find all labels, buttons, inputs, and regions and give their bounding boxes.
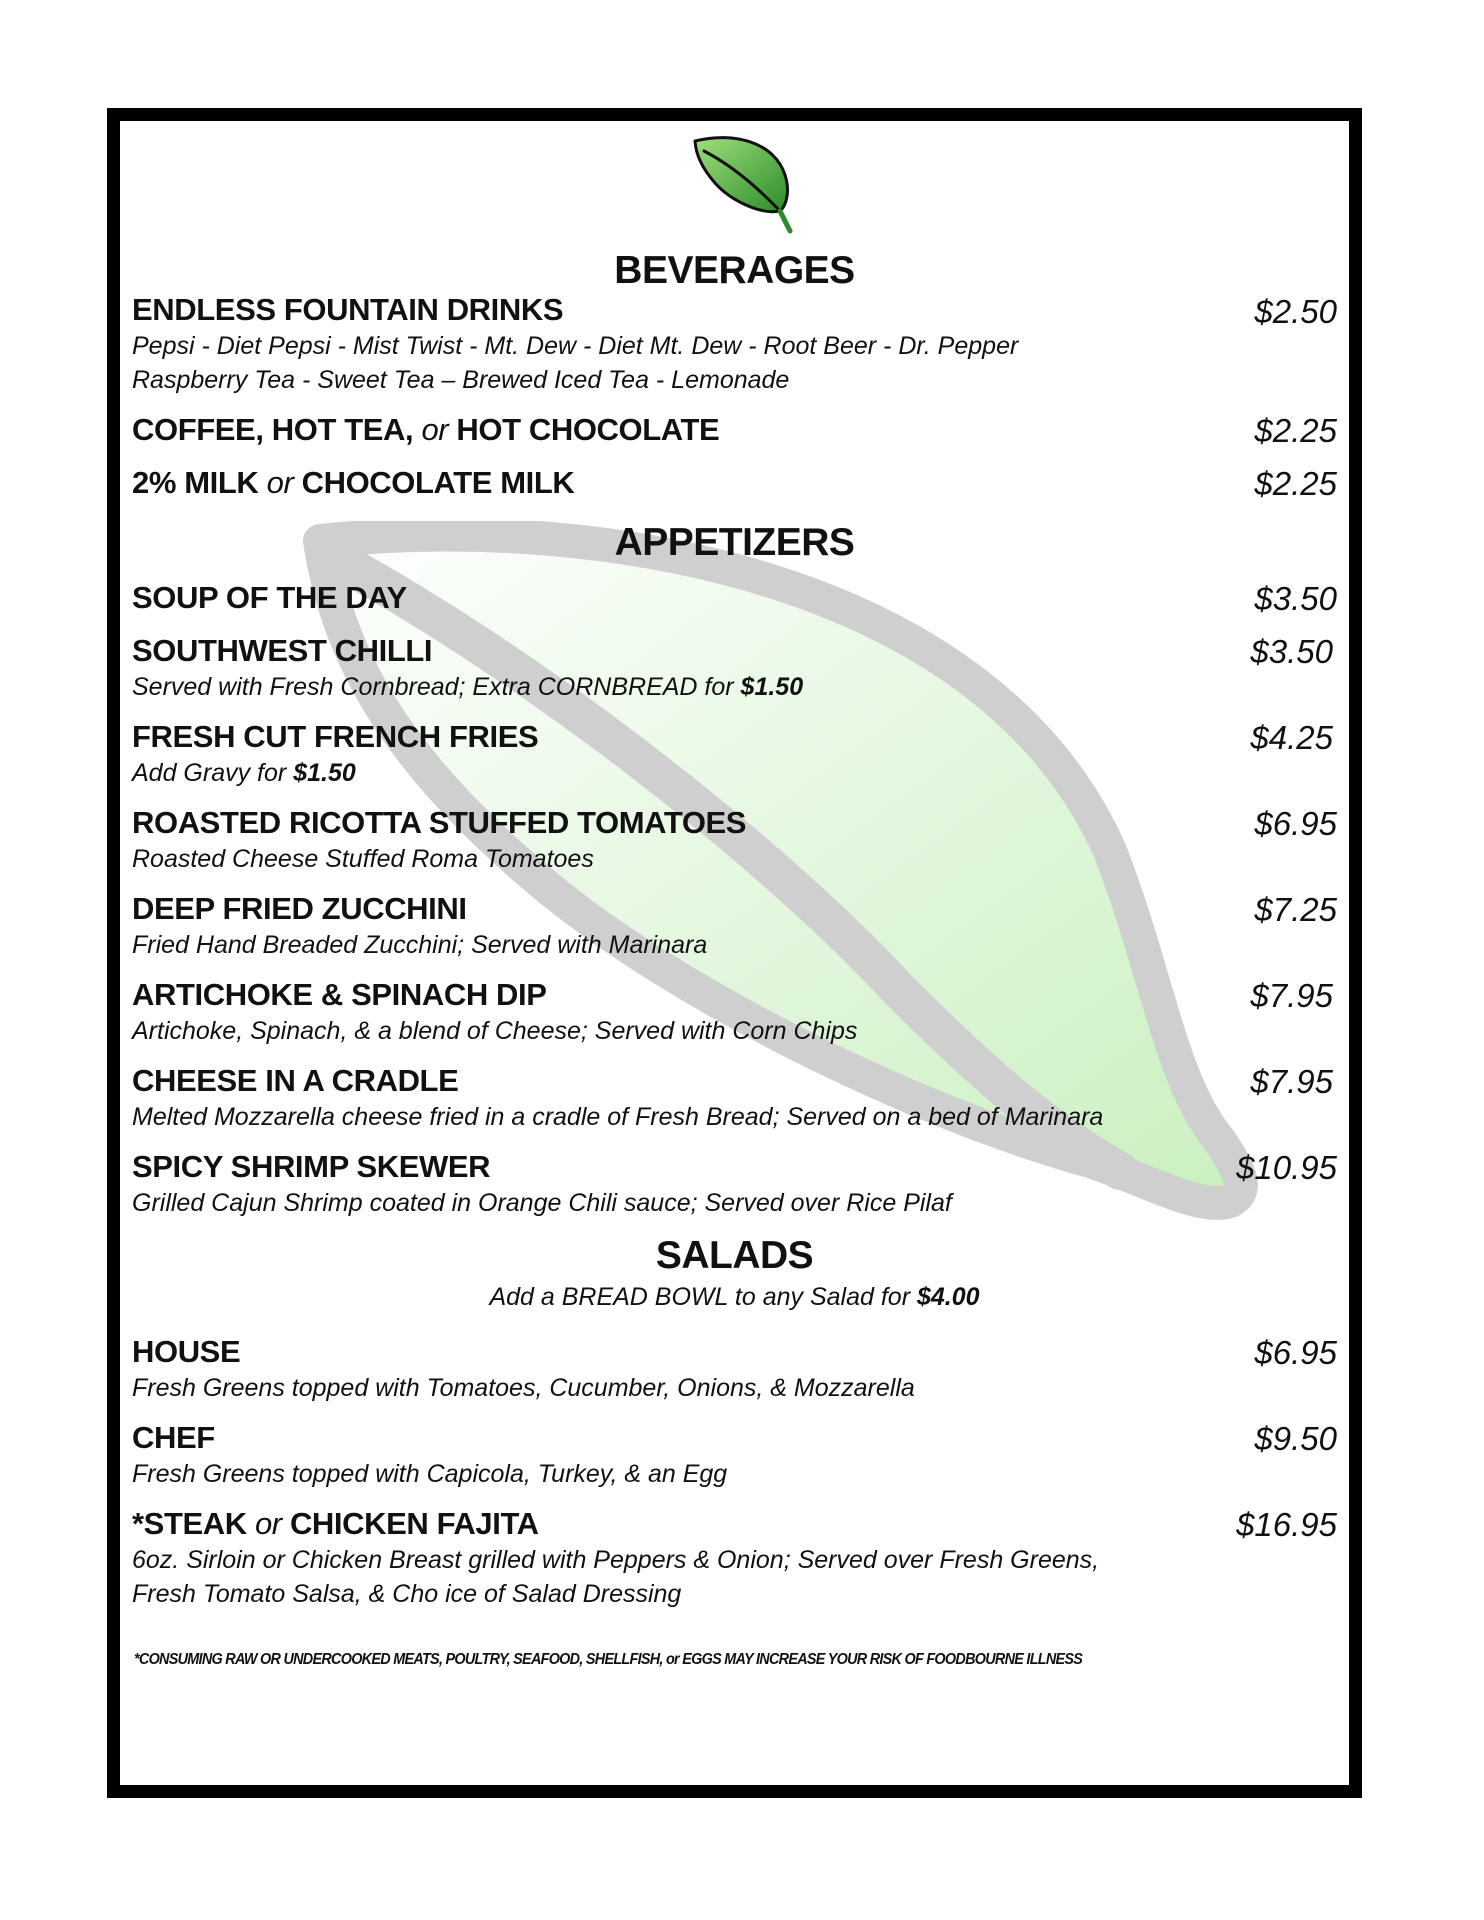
item-price: $6.95	[1254, 805, 1337, 842]
menu-item-house-salad	[132, 1333, 1340, 1405]
menu-item-fountain-drinks	[132, 291, 1340, 397]
item-price: $2.50	[1254, 293, 1337, 330]
appetizers-heading: APPETIZERS	[614, 521, 855, 564]
menu-item-coffee	[132, 411, 1340, 449]
item-extra-price: $1.50	[293, 759, 356, 787]
menu-item-milk	[132, 464, 1340, 502]
item-name: DEEP FRIED ZUCCHINI	[132, 891, 467, 926]
item-price: $3.50	[1254, 580, 1337, 617]
menu-item-shrimp	[132, 1148, 1340, 1220]
salads-heading: SALADS	[655, 1234, 814, 1277]
beverages-heading: BEVERAGES	[614, 249, 855, 292]
item-name: FRESH CUT FRENCH FRIES	[132, 719, 539, 754]
item-description: Add Gravy for	[132, 759, 287, 787]
item-name: SPICY SHRIMP SKEWER	[132, 1149, 491, 1184]
item-description: 6oz. Sirloin or Chicken Breast grilled with Peppers & Onion; Served over Fresh Greens,	[132, 1546, 1100, 1574]
item-description: Fried Hand Breaded Zucchini; Served with Marinara	[132, 931, 708, 959]
item-or: or	[421, 412, 449, 447]
menu-item-chilli	[132, 632, 1340, 704]
menu-item-zucchini	[132, 890, 1340, 962]
item-description: Pepsi - Diet Pepsi - Mist Twist - Mt. Dew - Diet Mt. Dew - Root Beer - Dr. Pepper	[132, 332, 1019, 360]
item-name: *STEAK	[132, 1506, 247, 1541]
item-name: CHOCOLATE MILK	[301, 465, 575, 500]
item-extra-price: $1.50	[740, 673, 804, 701]
menu-frame	[107, 108, 1362, 1798]
food-safety-disclaimer: *CONSUMING RAW OR UNDERCOOKED MEATS, POULTRY, SEAFOOD, SHELLFISH, or EGGS MAY INCREASE YOUR RISK OF FOODBOURNE ILLNESS	[134, 1651, 1083, 1668]
item-name: ENDLESS FOUNTAIN DRINKS	[132, 292, 564, 327]
item-description: Melted Mozzarella cheese fried in a cradle of Fresh Bread; Served on a bed of Marinara	[132, 1103, 1104, 1131]
item-name: HOUSE	[132, 1334, 241, 1369]
item-name: ARTICHOKE & SPINACH DIP	[132, 977, 547, 1012]
item-price: $16.95	[1236, 1506, 1337, 1543]
item-price: $6.95	[1254, 1334, 1337, 1371]
item-description: Fresh Greens topped with Tomatoes, Cucumber, Onions, & Mozzarella	[132, 1374, 915, 1402]
menu-item-tomatoes	[132, 804, 1340, 876]
bread-bowl-price: $4.00	[916, 1283, 980, 1311]
menu-item-soup	[132, 579, 1340, 617]
item-name: 2% MILK	[132, 465, 259, 500]
item-or: or	[266, 465, 294, 500]
item-name: CHICKEN FAJITA	[289, 1506, 539, 1541]
menu-item-fries	[132, 718, 1340, 790]
menu-item-fajita-salad	[132, 1505, 1340, 1611]
item-name: ROASTED RICOTTA STUFFED TOMATOES	[132, 805, 747, 840]
item-price: $10.95	[1236, 1149, 1337, 1186]
item-price: $3.50	[1250, 633, 1333, 670]
item-or: or	[254, 1506, 282, 1541]
item-price: $9.50	[1254, 1420, 1337, 1457]
menu-item-chef-salad	[132, 1419, 1340, 1491]
bread-bowl-note: Add a BREAD BOWL to any Salad for $4.00	[489, 1283, 980, 1311]
item-price: $7.95	[1250, 977, 1333, 1014]
item-price: $7.25	[1254, 891, 1337, 928]
item-description: Artichoke, Spinach, & a blend of Cheese; Served with Corn Chips	[132, 1017, 858, 1045]
menu-item-dip	[132, 976, 1340, 1048]
item-description: Raspberry Tea - Sweet Tea – Brewed Iced Tea - Lemonade	[132, 366, 790, 394]
item-name: CHEESE IN A CRADLE	[132, 1063, 459, 1098]
item-name: SOUTHWEST CHILLI	[132, 633, 433, 668]
item-name: CHEF	[132, 1420, 215, 1455]
item-description: Fresh Tomato Salsa, & Cho ice of Salad Dressing	[132, 1580, 682, 1608]
item-price: $2.25	[1254, 412, 1337, 449]
item-price: $7.95	[1250, 1063, 1333, 1100]
item-name: COFFEE, HOT TEA,	[132, 412, 414, 447]
item-price: $4.25	[1250, 719, 1333, 756]
item-name: SOUP OF THE DAY	[132, 580, 407, 615]
item-name: HOT CHOCOLATE	[456, 412, 720, 447]
item-description: Served with Fresh Cornbread; Extra CORNBREAD for	[132, 673, 734, 701]
item-price: $2.25	[1254, 465, 1337, 502]
item-description: Fresh Greens topped with Capicola, Turkey, & an Egg	[132, 1460, 728, 1488]
item-description: Roasted Cheese Stuffed Roma Tomatoes	[132, 845, 594, 873]
menu-item-cheese-cradle	[132, 1062, 1340, 1134]
item-description: Grilled Cajun Shrimp coated in Orange Chili sauce; Served over Rice Pilaf	[132, 1189, 952, 1217]
